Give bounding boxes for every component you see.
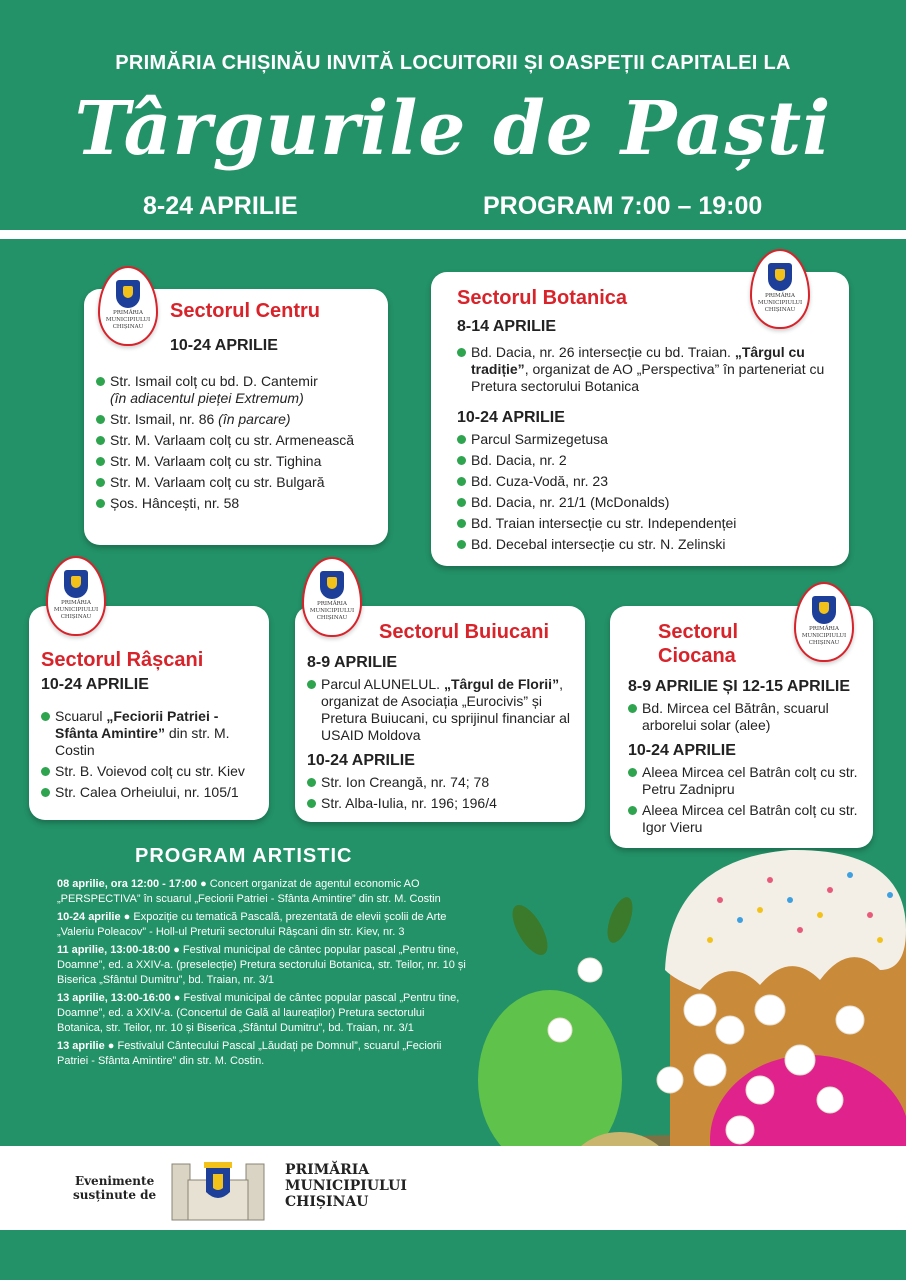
- crest-badge: PRIMĂRIA MUNICIPIULUI CHIȘINAU: [750, 249, 810, 329]
- list-item: Bd. Cuza-Vodă, nr. 23: [457, 473, 829, 490]
- crest-badge: PRIMĂRIA MUNICIPIULUI CHIȘINAU: [302, 557, 362, 637]
- list-item: Str. M. Varlaam colț cu str. Armenească: [96, 432, 376, 449]
- crest-icon: [768, 263, 792, 291]
- sector-title: Sectorul Botanica: [457, 287, 628, 309]
- header-divider: [0, 230, 906, 239]
- sector-list: [307, 774, 575, 812]
- sector-list: [41, 708, 257, 801]
- list-item: Str. M. Varlaam colț cu str. Bulgară: [96, 474, 376, 491]
- list-item: Bd. Dacia, nr. 26 intersecție cu bd. Traian. „Târgul cu tradiție”, organizat de AO „Perspectiva” în parteneriat cu Pretura sectorului Botanica: [457, 344, 829, 395]
- list-item: Bd. Mircea cel Bătrân, scuarul arborelui solar (alee): [628, 700, 863, 734]
- footer-support-text: Evenimente susținute de: [73, 1174, 157, 1202]
- footer-org-name: PRIMĂRIA MUNICIPIULUI CHIȘINAU: [285, 1162, 407, 1210]
- crest-icon: [320, 571, 344, 599]
- sector-period: 10-24 APRILIE: [307, 752, 415, 769]
- page-title: Târgurile de Paști: [74, 86, 832, 172]
- sector-list: [457, 344, 829, 395]
- header-subtitle: PRIMĂRIA CHIȘINĂU INVITĂ LOCUITORII ȘI OASPEȚII CAPITALEI LA: [115, 52, 791, 74]
- program-entry: 11 aprilie, 13:00-18:00 ● Festival municipal de cântec popular pascal „Pentru tine, Doamne”, ed. a XXIV-a. (preselecție) Pretura sectorului Botanica, str. Teilor, nr. 10 și Biserica „Sfântul Dumitru”, bd. Traian, nr. 3/1: [57, 944, 466, 986]
- list-item: Str. Calea Orheiului, nr. 105/1: [41, 784, 257, 801]
- program-entry: 10-24 aprilie ● Expoziție cu tematică Pascală, prezentată de elevii școlii de Arte „Valeriu Poleacov” - Holl-ul Preturii sectorului Râșcani din str. Kiev, nr. 3: [57, 911, 447, 938]
- list-item: Aleea Mircea cel Batrân colț cu str. Petru Zadnipru: [628, 764, 863, 798]
- sector-period: 10-24 APRILIE: [457, 409, 565, 426]
- sector-period: 10-24 APRILIE: [170, 337, 278, 354]
- crest-icon: [64, 570, 88, 598]
- list-item: Șos. Hâncești, nr. 58: [96, 495, 376, 512]
- bottom-strip: [0, 1230, 906, 1280]
- crest-badge: PRIMĂRIA MUNICIPIULUI CHIȘINAU: [46, 556, 106, 636]
- sector-list: [96, 373, 376, 512]
- header-dates: 8-24 APRILIE: [143, 192, 298, 220]
- sector-period: 8-9 APRILIE ȘI 12-15 APRILIE: [628, 678, 850, 695]
- city-hall-crest-icon: [170, 1154, 266, 1224]
- list-item: Parcul ALUNELUL. „Târgul de Florii”, organizat de Asociația „Eurocivis” și Pretura Buiucani, cu sprijinul financiar al USAID Moldova: [307, 676, 575, 744]
- sector-period: 10-24 APRILIE: [41, 676, 149, 693]
- list-item: Str. Ismail colț cu bd. D. Cantemir (în adiacentul pieței Extremum): [96, 373, 376, 407]
- program-entry: 08 aprilie, ora 12:00 - 17:00 ● Concert organizat de agentul economic AO „PERSPECTIVA” în scuarul „Feciorii Patriei - Sfânta Amintire” din str. M. Costin: [57, 878, 441, 905]
- sector-title: Sectorul Centru: [170, 300, 321, 322]
- program-entry: 13 aprilie, 13:00-16:00 ● Festival municipal de cântec popular pascal „Pentru tine, Doamne”, ed. a XXIV-a. (Concertul de Gală al laureaților) Pretura sectorului Botanica, str. Teilor, nr. 10 și Biserica „Sfântul Dumitru”, bd. Traian, nr. 3/1: [57, 992, 460, 1034]
- program-entry: 13 aprilie ● Festivalul Cântecului Pascal „Lăudați pe Domnul”, scuarul „Feciorii Patriei - Sfânta Amintire” din str. M. Costin.: [57, 1040, 442, 1067]
- crest-icon: [812, 596, 836, 624]
- sector-list: [307, 676, 575, 744]
- sector-title: Sectorul Buiucani: [379, 621, 550, 643]
- list-item: Bd. Traian intersecție cu str. Independenței: [457, 515, 829, 532]
- program-list: [57, 877, 467, 1072]
- list-item: Bd. Dacia, nr. 21/1 (McDonalds): [457, 494, 829, 511]
- sector-title: Sectorul Râșcani: [41, 649, 204, 671]
- list-item: Str. Ismail, nr. 86 (în parcare): [96, 411, 376, 428]
- sector-card-buiucani: [295, 606, 585, 822]
- list-item: Aleea Mircea cel Batrân colț cu str. Igor Vieru: [628, 802, 863, 836]
- crest-badge: PRIMĂRIA MUNICIPIULUI CHIȘINAU: [98, 266, 158, 346]
- list-item: Str. B. Voievod colț cu str. Kiev: [41, 763, 257, 780]
- list-item: Str. Ion Creangă, nr. 74; 78: [307, 774, 575, 791]
- sector-period: 10-24 APRILIE: [628, 742, 736, 759]
- list-item: Scuarul „Feciorii Patriei - Sfânta Amintire” din str. M. Costin: [41, 708, 257, 759]
- crest-icon: [116, 280, 140, 308]
- sector-list: [628, 700, 863, 734]
- sector-list: [457, 431, 829, 553]
- list-item: Bd. Decebal intersecție cu str. N. Zelinski: [457, 536, 829, 553]
- header-program-hours: PROGRAM 7:00 – 19:00: [483, 192, 763, 220]
- crest-badge: PRIMĂRIA MUNICIPIULUI CHIȘINAU: [794, 582, 854, 662]
- program-title: PROGRAM ARTISTIC: [135, 845, 353, 867]
- sector-period: 8-14 APRILIE: [457, 318, 556, 335]
- list-item: Parcul Sarmizegetusa: [457, 431, 829, 448]
- list-item: Str. Alba-Iulia, nr. 196; 196/4: [307, 795, 575, 812]
- sector-title: Sectorul Ciocana: [658, 621, 739, 667]
- sector-card-rascani: [29, 606, 269, 820]
- list-item: Str. M. Varlaam colț cu str. Tighina: [96, 453, 376, 470]
- sector-period: 8-9 APRILIE: [307, 654, 398, 671]
- list-item: Bd. Dacia, nr. 2: [457, 452, 829, 469]
